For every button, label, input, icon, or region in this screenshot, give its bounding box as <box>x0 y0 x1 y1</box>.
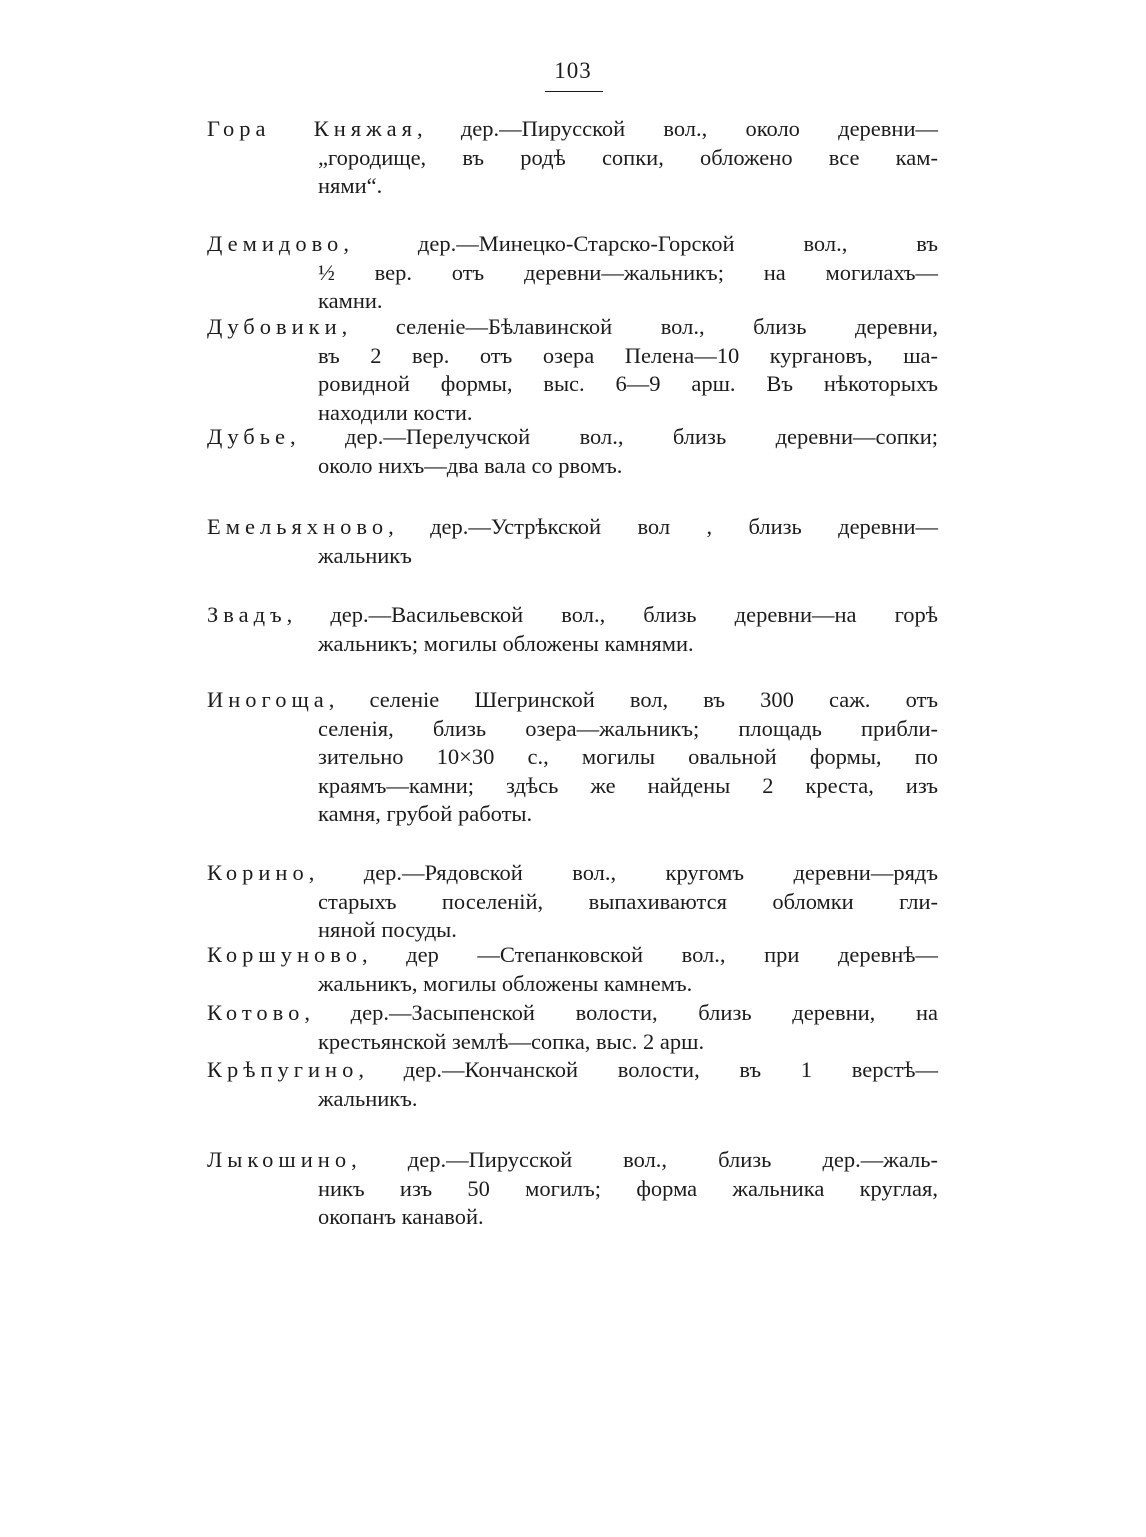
entry-line <box>318 1027 938 1057</box>
entry-text: , дер.—Пирусской вол., близь дер.—жаль- <box>351 1147 938 1172</box>
entry-text: камня, грубой работы. <box>318 801 533 826</box>
entry-text: , дер.—Рядовской вол., кругомъ деревни—рядъ <box>308 860 938 885</box>
entry-text: „городище, въ родѣ сопки, обложено все кам- <box>318 144 938 170</box>
entry-headword: Крѣпугино <box>207 1057 359 1082</box>
entry-text: жальникъ <box>318 542 412 568</box>
entry-line <box>318 887 938 917</box>
entry-headword: Коршуново <box>207 942 362 967</box>
entry-first-line <box>207 512 938 542</box>
entry-first-line <box>207 229 938 259</box>
entry-line <box>318 258 938 288</box>
entry-line <box>318 969 938 999</box>
entry-text: , дер —Степанковской вол., при деревнѣ— <box>361 942 938 967</box>
entry-text: жальникъ, могилы обложены камнемъ. <box>318 970 693 996</box>
entry-text: старыхъ поселеній, выпахиваются обломки гли- <box>318 888 938 914</box>
entry-text: крестьянской землѣ—сопка, выс. 2 арш. <box>318 1028 705 1054</box>
entry-text: жальникъ. <box>318 1085 418 1111</box>
entry-text: , селеніе—Бѣлавинской вол., близь деревни, <box>341 314 938 339</box>
entry-first-line <box>207 858 938 888</box>
entry-first-line <box>207 998 938 1028</box>
entry-line <box>318 451 938 481</box>
entry-headword: Дубье <box>207 424 290 449</box>
entry-first-line <box>207 1145 938 1175</box>
entry-headword: Лыкошино <box>207 1147 352 1172</box>
entry-headword: Звадъ <box>207 602 287 627</box>
page-number: 103 <box>554 58 592 83</box>
entry-line <box>318 1084 938 1114</box>
entry-headword: Котово <box>207 1000 305 1025</box>
entry-first-line <box>207 312 938 342</box>
entry-text: , селеніе Шегринской вол, въ 300 саж. отъ <box>328 687 938 712</box>
entry-text: селенія, близь озера—жальникъ; площадь прибли- <box>318 715 938 741</box>
entry-text: , дер.—Устрѣкской вол , близь деревни— <box>388 514 938 539</box>
entry-text: ровидной формы, выс. 6—9 арш. Въ нѣкоторыхъ <box>318 371 938 396</box>
entry-line <box>318 341 938 371</box>
entry-first-line <box>207 114 938 144</box>
entry-line <box>318 799 938 829</box>
entry-first-line <box>207 422 938 452</box>
entry-first-line <box>207 600 938 630</box>
entry-text: , дер.—Минецко-Старско-Горской вол., въ <box>343 231 938 256</box>
entry-headword: Емельяхново <box>207 514 389 539</box>
entry-line <box>318 1202 938 1232</box>
entry-line <box>318 1174 938 1204</box>
page-number-rule <box>545 91 603 92</box>
entry-first-line <box>207 940 938 970</box>
entry-headword: Демидово <box>207 231 344 256</box>
entry-text: камни. <box>318 288 383 313</box>
entry-text: около нихъ—два вала со рвомъ. <box>318 452 623 478</box>
entry-text: окопанъ канавой. <box>318 1204 484 1229</box>
entry-text: краямъ—камни; здѣсь же найдены 2 креста, изъ <box>318 772 938 798</box>
entry-text: , дер.—Засыпенской волости, близь деревни, на <box>304 1000 938 1025</box>
entry-text: , дер.—Пирусской вол., около деревни— <box>417 116 939 141</box>
entry-headword: Дубовики <box>207 314 342 339</box>
entry-text: , дер.—Кончанской волости, въ 1 верстѣ— <box>358 1057 938 1082</box>
entry-text: находили кости. <box>318 399 473 425</box>
entry-text: , дер.—Перелучской вол., близь деревни—сопки; <box>290 424 938 449</box>
entry-first-line <box>207 1055 938 1085</box>
entry-text: жальникъ; могилы обложены камнями. <box>318 630 694 656</box>
entry-headword: Корино <box>207 860 309 885</box>
entry-text: , дер.—Васильевской вол., близь деревни—на горѣ <box>286 602 938 627</box>
entry-line <box>318 629 938 659</box>
entry-line <box>318 742 938 772</box>
entry-first-line <box>207 685 938 715</box>
entry-text: зительно 10×30 с., могилы овальной формы, по <box>318 744 938 769</box>
entry-line <box>318 143 938 173</box>
entry-text: ½ вер. отъ деревни—жальникъ; на могилахъ— <box>318 259 938 285</box>
entry-text: нями“. <box>318 173 383 198</box>
entry-text: никъ изъ 50 могилъ; форма жальника круглая, <box>318 1175 938 1201</box>
entry-line <box>318 714 938 744</box>
entry-line <box>318 541 938 571</box>
entry-headword: Гора Княжая <box>207 116 417 141</box>
entry-line <box>318 369 938 399</box>
entry-text: няной посуды. <box>318 917 457 942</box>
entry-line <box>318 771 938 801</box>
entry-text: въ 2 вер. отъ озера Пелена—10 кургановъ, ша- <box>318 342 938 368</box>
entry-line <box>318 171 938 201</box>
entry-headword: Иногоща <box>207 687 329 712</box>
